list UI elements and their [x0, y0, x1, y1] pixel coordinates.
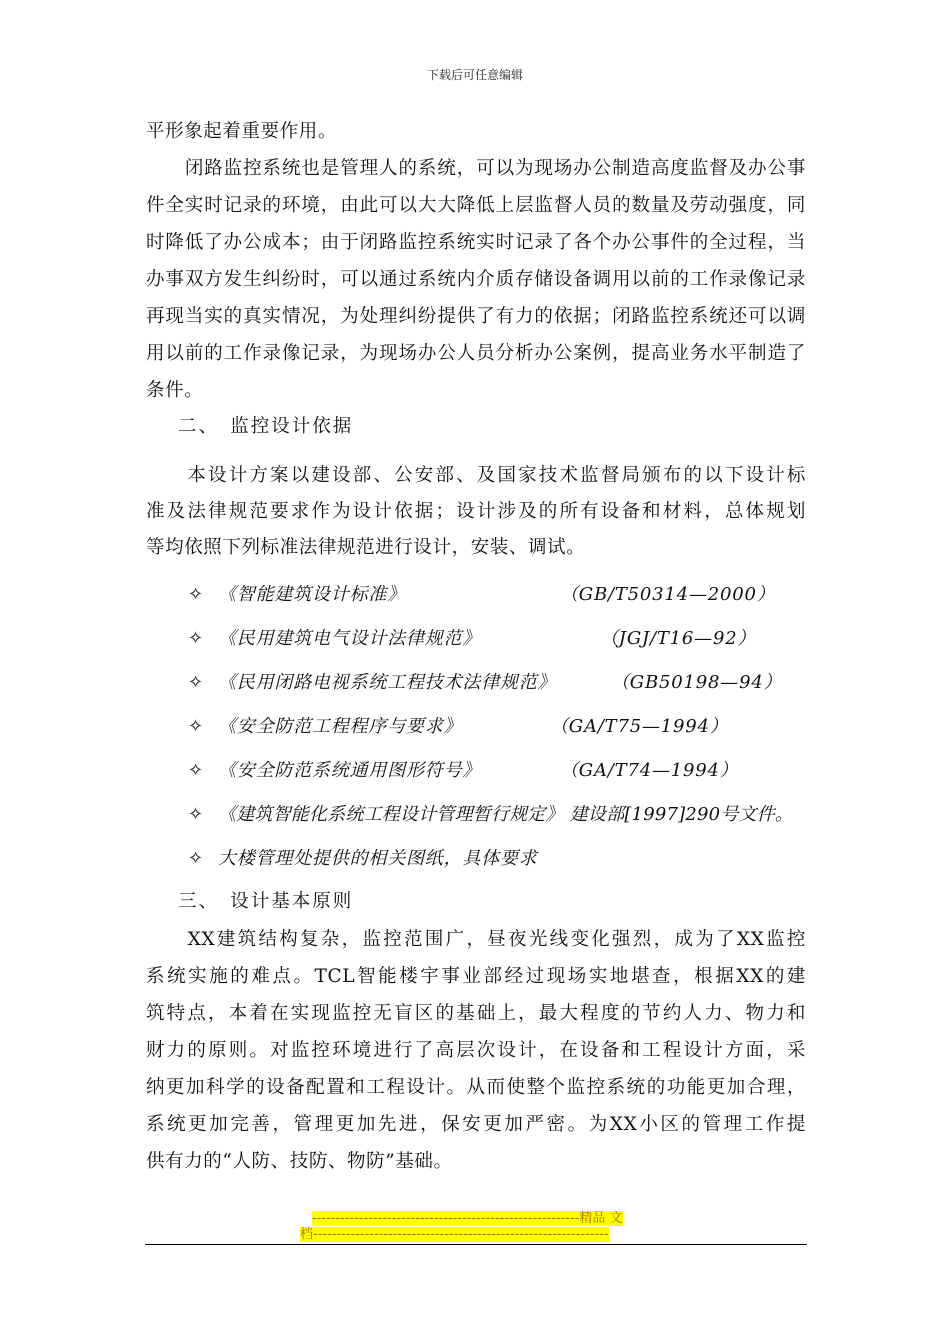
- standard-code: （GA/T75—1994）: [550, 716, 729, 737]
- star-bullet-icon: ✧: [188, 848, 204, 869]
- footer-watermark: [300, 1211, 650, 1243]
- paragraph-line: 办事双方发生纠纷时，可以通过系统内介质存储设备调用以前的工作录像记录: [146, 269, 806, 290]
- paragraph-line: 系统实施的难点。TCL智能楼宇事业部经过现场实地堪查，根据XX的建: [146, 966, 806, 987]
- standard-name: 《安全防范系统通用图形符号》: [218, 760, 482, 781]
- section-heading: 三、 设计基本原则: [178, 891, 354, 912]
- star-bullet-icon: ✧: [188, 760, 204, 781]
- paragraph-line: 财力的原则。对监控环境进行了高层次设计，在设备和工程设计方面，采: [146, 1040, 806, 1061]
- paragraph-line: 件全实时记录的环境，由此可以大大降低上层监督人员的数量及劳动强度，同: [146, 195, 806, 216]
- standard-name: 《安全防范工程程序与要求》: [218, 716, 463, 737]
- standard-code: （GA/T74—1994）: [560, 760, 739, 781]
- paragraph-line: 纳更加科学的设备配置和工程设计。从而使整个监控系统的功能更加合理，: [146, 1077, 806, 1098]
- standard-item: [188, 756, 739, 782]
- star-bullet-icon: ✧: [188, 716, 204, 737]
- paragraph-line: XX建筑结构复杂，监控范围广，昼夜光线变化强烈，成为了XX监控: [146, 929, 806, 950]
- standard-name: 《智能建筑设计标准》: [218, 584, 406, 605]
- standard-name: 《民用建筑电气设计法律规范》: [218, 628, 482, 649]
- page-header: 下载后可任意编辑: [426, 68, 523, 82]
- star-bullet-icon: ✧: [188, 628, 204, 649]
- paragraph-line: 等均依照下列标准法律规范进行设计，安装、调试。: [146, 537, 586, 558]
- standard-item: [188, 580, 776, 606]
- standard-item: [188, 844, 538, 870]
- paragraph-line: 用以前的工作录像记录，为现场办公人员分析办公案例，提高业务水平制造了: [146, 343, 806, 364]
- paragraph-line: 再现当实的真实情况，为处理纠纷提供了有力的依据；闭路监控系统还可以调: [146, 306, 806, 327]
- star-bullet-icon: ✧: [188, 584, 204, 605]
- standard-item: [188, 712, 729, 738]
- footer-line: 档---------------------------------------------------------------: [300, 1227, 609, 1242]
- paragraph-line: 本设计方案以建设部、公安部、及国家技术监督局颁布的以下设计标: [146, 465, 806, 486]
- standard-name: 《建筑智能化系统工程设计管理暂行规定》 建设部[1997]290号文件。: [218, 804, 794, 825]
- standard-name: 《民用闭路电视系统工程技术法律规范》: [218, 672, 557, 693]
- footer-line: ---------------------------------------------------------精品 文: [312, 1211, 623, 1226]
- standard-item: [188, 668, 783, 694]
- paragraph-line: 筑特点，本着在实现监控无盲区的基础上，最大程度的节约人力、物力和: [146, 1003, 806, 1024]
- paragraph-line: 平形象起着重要作用。: [146, 121, 338, 142]
- standard-name: 大楼管理处提供的相关图纸，具体要求: [218, 848, 538, 869]
- section-heading: 二、 监控设计依据: [178, 416, 354, 437]
- star-bullet-icon: ✧: [188, 672, 204, 693]
- paragraph-line: 闭路监控系统也是管理人的系统，可以为现场办公制造高度监督及办公事: [146, 158, 806, 179]
- star-bullet-icon: ✧: [188, 804, 204, 825]
- standard-code: （JGJ/T16—92）: [600, 628, 757, 649]
- footer-divider: [145, 1244, 807, 1245]
- standard-item: [188, 624, 757, 650]
- standard-code: （GB50198—94）: [611, 672, 783, 693]
- paragraph-line: 系统更加完善，管理更加先进，保安更加严密。为XX小区的管理工作提: [146, 1114, 806, 1135]
- standard-item: [188, 800, 793, 826]
- paragraph-line: 供有力的“人防、技防、物防”基础。: [146, 1151, 453, 1172]
- standard-code: （GB/T50314—2000）: [560, 584, 776, 605]
- paragraph-line: 准及法律规范要求作为设计依据；设计涉及的所有设备和材料，总体规划: [146, 501, 806, 522]
- paragraph-line: 条件。: [146, 380, 204, 401]
- paragraph-line: 时降低了办公成本；由于闭路监控系统实时记录了各个办公事件的全过程，当: [146, 232, 806, 253]
